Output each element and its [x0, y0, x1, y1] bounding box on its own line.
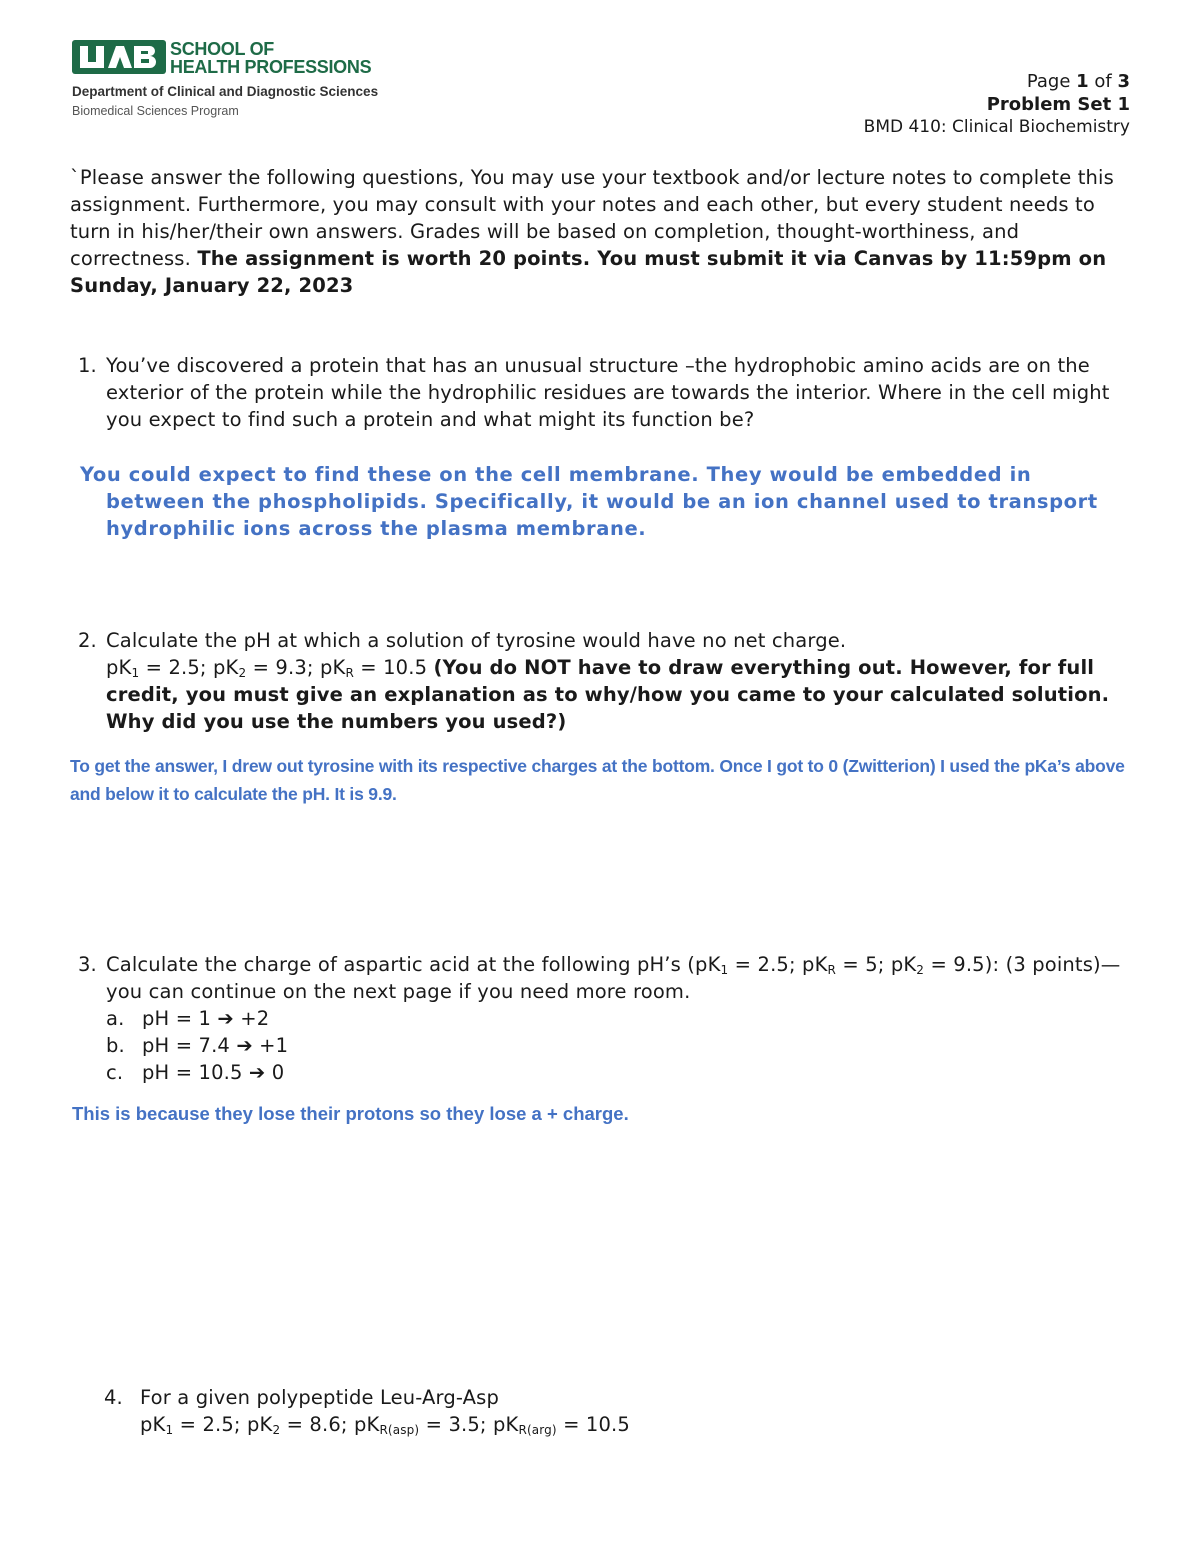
instructions [70, 164, 1140, 299]
question-number: 2. [78, 629, 97, 652]
instructions-deadline: The assignment is worth 20 points. You must submit it via Canvas by 11:59pm on Sunday, January 22, 2023 [70, 247, 1107, 297]
question-number: 1. [78, 354, 97, 377]
instructions-text: `Please answer the following questions, You may use your textbook and/or lecture notes to complete this assignment. Furthermore, you may consult with your notes and each other, but every student needs to turn in his/her/their own answers. Grades will be based on completion, thought-worthiness, and correctness. [70, 166, 1114, 270]
answer-1-line-1: You could expect to find these on the cell membrane. They would be embedded in [80, 463, 1032, 486]
question-2-instructions: (You do NOT have to draw everything out. However, for full credit, you must give an explanation as to why/how you came to your calculated solution. Why did you use the numbers you used?) [106, 656, 1110, 733]
question-number: 3. [78, 953, 97, 976]
question-number: 4. [104, 1386, 123, 1409]
question-text [106, 951, 1140, 1086]
question-2 [70, 627, 1140, 735]
question-2-pk-values: $pK_1 = 2.5$; $pK_2 = 9.3$; $pK_R = 10.5$ (You do NOT have to draw everything out. However, for full credit, you must give an explanation as to why/how you came to your calculated solution. Why did you use the numbers you used?) [106, 656, 1110, 733]
page-header-info [864, 70, 1130, 139]
department-name: Department of Clinical and Diagnostic Sciences [72, 84, 379, 99]
problem-set-title: Problem Set 1 [986, 94, 1130, 115]
question-text: You’ve discovered a protein that has an unusual structure –the hydrophobic amino acids are on the exterior of the protein while the hydrophilic residues are towards the interior. Where in the cell might you expect to find such a protein and what might its function be? [106, 354, 1110, 431]
list-item: c. pH = 10.5 ➔ 0 [106, 1061, 285, 1084]
answer-1-rest: between the phospholipids. Specifically, it would be an ion channel used to transport hydrophilic ions across the plasma membrane. [106, 490, 1098, 540]
question-3-main: Calculate the charge of aspartic acid at the following pH’s ($pK_1 = 2.5$; $pK_R = 5$; $pK_2 = 9.5$): (3 points)—you can continue on the next page if you need more room. [106, 953, 1121, 1003]
answer-1 [80, 461, 1140, 542]
question-3-subparts [106, 1005, 1140, 1086]
question-4 [70, 1384, 1140, 1438]
school-name [170, 40, 371, 76]
program-name: Biomedical Sciences Program [72, 104, 239, 118]
list-item: b. pH = 7.4 ➔ +1 [106, 1034, 289, 1057]
uab-logo-mark-icon [72, 40, 166, 74]
question-4-pk-values: $pK_1 = 2.5$; $pK_2 = 8.6$; $pK_{R(asp)} = 3.5$; $pK_{R(arg)} = 10.5$ [140, 1413, 630, 1437]
school-line-2: HEALTH PROFESSIONS [170, 57, 372, 77]
question-text [106, 627, 1140, 735]
question-text [140, 1384, 1140, 1438]
course-title: BMD 410: Clinical Biochemistry [863, 117, 1130, 137]
school-line-1: SCHOOL OF [170, 39, 274, 59]
question-1 [70, 352, 1140, 433]
question-3 [70, 951, 1140, 1086]
list-item: a. pH = 1 ➔ +2 [106, 1007, 270, 1030]
uab-logo [72, 40, 402, 122]
page-number: Page 1 of 3 [1026, 71, 1130, 92]
answer-3: This is because they lose their protons so they lose a + charge. [72, 1103, 629, 1124]
answer-2: To get the answer, I drew out tyrosine with its respective charges at the bottom. Once I got to 0 (Zwitterion) I used the pKa’s above and below it to calculate the pH. It is 9.9. [70, 756, 1125, 804]
question-2-main: Calculate the pH at which a solution of tyrosine would have no net charge. [106, 629, 847, 652]
question-4-main: For a given polypeptide Leu-Arg-Asp [140, 1386, 499, 1409]
